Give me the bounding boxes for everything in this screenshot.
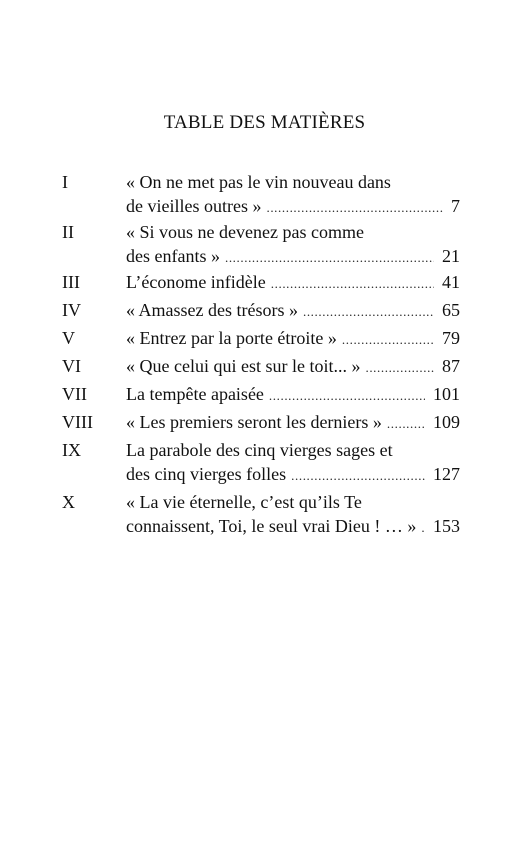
page-number: 153: [433, 516, 460, 536]
page-number: 87: [442, 356, 460, 376]
chapter-title-line: des enfants »: [126, 246, 220, 266]
chapter-title-line: « Les premiers seront les derniers »: [126, 412, 382, 432]
chapter-title-line: « La vie éternelle, c’est qu’ils Te: [126, 492, 362, 512]
chapter-number: IV: [62, 300, 81, 320]
chapter-number: VII: [62, 384, 87, 404]
dot-leader: [269, 384, 425, 408]
chapter-number: VI: [62, 356, 81, 376]
chapter-title-line: de vieilles outres »: [126, 196, 262, 216]
dot-leader: [291, 464, 425, 488]
page-number: 21: [442, 246, 460, 266]
chapter-title-line: La tempête apaisée: [126, 384, 264, 404]
chapter-title-last-line: [126, 382, 460, 408]
chapter-title-last-line: [126, 354, 460, 380]
page-title: TABLE DES MATIÈRES: [163, 112, 366, 133]
page-number: 101: [433, 384, 460, 404]
chapter-number: X: [62, 492, 75, 512]
chapter-number: IX: [62, 440, 81, 460]
dot-leader: [421, 516, 425, 540]
dot-leader: [365, 356, 434, 380]
chapter-title-last-line: [126, 514, 460, 540]
dot-leader: [225, 246, 434, 270]
page-number: 79: [442, 328, 460, 348]
page-number: 65: [442, 300, 460, 320]
chapter-title-line: « Que celui qui est sur le toit... »: [126, 356, 361, 376]
chapter-title-last-line: [126, 462, 460, 488]
chapter-number: VIII: [62, 412, 93, 432]
dot-leader: [387, 412, 425, 436]
chapter-title-line: « Si vous ne devenez pas comme: [126, 222, 364, 242]
chapter-title-last-line: [126, 194, 460, 220]
chapter-title-last-line: [126, 244, 460, 270]
page-number: 109: [433, 412, 460, 432]
chapter-title-line: « Amassez des trésors »: [126, 300, 298, 320]
page-number: 41: [442, 272, 460, 292]
chapter-title-line: connaissent, Toi, le seul vrai Dieu ! … »: [126, 516, 417, 536]
chapter-title-line: « Entrez par la porte étroite »: [126, 328, 337, 348]
page-number: 7: [451, 196, 460, 216]
chapter-title-line: L’économe infidèle: [126, 272, 266, 292]
chapter-title-last-line: [126, 270, 460, 296]
chapter-title-line: La parabole des cinq vierges sages et: [126, 440, 393, 460]
chapter-title-line: des cinq vierges folles: [126, 464, 287, 484]
dot-leader: [303, 300, 434, 324]
dot-leader: [271, 272, 434, 296]
chapter-title-last-line: [126, 326, 460, 352]
dot-leader: [266, 196, 443, 220]
chapter-title-line: « On ne met pas le vin nouveau dans: [126, 172, 391, 192]
page-number: 127: [433, 464, 460, 484]
chapter-number: II: [62, 222, 74, 242]
chapter-number: III: [62, 272, 80, 292]
chapter-title-last-line: [126, 410, 460, 436]
chapter-number: I: [62, 172, 68, 192]
dot-leader: [342, 328, 434, 352]
chapter-title-last-line: [126, 298, 460, 324]
chapter-number: V: [62, 328, 75, 348]
